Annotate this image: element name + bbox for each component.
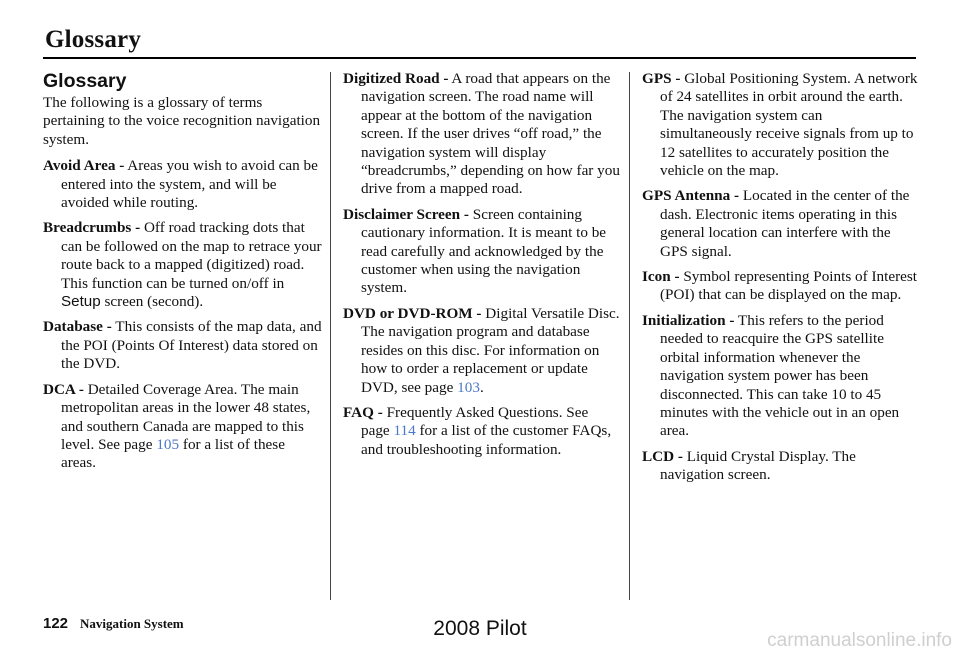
entry-definition: Located in the center of the dash. Electronic items operating in this general location can interfere with the GPS signal. [660,187,910,260]
entry-definition: Off road tracking dots that can be followed on the map to retrace your route back to a mapped (digitized) road. This function can be turned on/off in [61,219,322,292]
glossary-entry-faq [343,404,620,459]
entry-term: Disclaimer Screen - [343,205,469,223]
entry-term: DVD or DVD-ROM - [343,304,482,322]
column-divider-2 [629,72,630,600]
entry-definition: Areas you wish to avoid can be entered into the system, and will be avoided while routing. [61,157,318,212]
entry-definition: Liquid Crystal Display. The navigation screen. [660,447,856,484]
entry-term: DCA - [43,380,84,398]
entry-term: Breadcrumbs - [43,219,141,237]
entry-term: GPS - [642,70,681,87]
page-link-103[interactable]: 103 [457,378,480,396]
header-divider [43,57,916,59]
entry-definition: Symbol representing Points of Interest (POI) that can be displayed on the map. [660,268,918,304]
entry-term: Avoid Area - [43,157,125,175]
glossary-entry-dvd [343,305,620,397]
page-header-title: Glossary [45,26,142,53]
entry-term: FAQ - [343,403,383,421]
column-3 [642,70,918,492]
entry-definition: This consists of the map data, and the POI (Points Of Interest) data stored on the DVD. [61,318,322,373]
glossary-entry-breadcrumbs [43,219,323,311]
entry-definition-end: for a list of these areas. [61,435,285,472]
page-link-105[interactable]: 105 [156,435,180,453]
entry-definition: Global Positioning System. A network of 24 satellites in orbit around the earth. The navigation system can simultaneously receive signals from up to 12 satellites to accurately position the vehicle on the map. [660,70,918,180]
entry-definition: Screen containing cautionary information. It is meant to be read carefully and acknowledged by the customer when using the navigation system. [361,205,607,297]
column-1 [43,70,323,480]
entry-definition-end: . [479,378,484,396]
glossary-entry-gps [642,70,918,180]
footer-label: Navigation System [80,616,184,631]
site-watermark: carmanualsonline.info [767,630,952,651]
section-title: Glossary [43,70,127,92]
glossary-entry-dca [43,381,323,473]
glossary-entry-gps-antenna [642,187,918,261]
entry-definition: This refers to the period needed to reacquire the GPS satellite orbital information whenever the navigation system power has been disconnected. This can take 10 to 45 minutes with the vehicle out in an open area. [660,311,900,440]
glossary-entry-initialization [642,312,918,441]
entry-term: GPS Antenna - [642,187,740,205]
page-link-114[interactable]: 114 [393,422,416,440]
model-watermark: 2008 Pilot [433,617,527,640]
glossary-entry-disclaimer-screen [343,206,620,298]
entry-term: Icon - [642,268,680,286]
entry-term: Initialization - [642,311,735,329]
glossary-entry-icon [642,268,918,305]
glossary-entry-digitized-road [343,70,620,199]
entry-definition: Frequently Asked Questions. See page [361,403,589,440]
glossary-entry-database [43,318,323,373]
section-intro: The following is a glossary of terms pertaining to the voice recognition navigation system. [43,94,321,148]
entry-definition: Detailed Coverage Area. The main metropolitan areas in the lower 48 states, and southern Canada are mapped to this level. See page [61,380,311,453]
column-2 [343,70,620,466]
column-divider-1 [330,72,331,600]
entry-definition: A road that appears on the navigation screen. The road name will appear at the bottom of the navigation screen. If the user drives “off road,” the navigation system will display “breadcrumbs,” depending on how far you drive from a mapped road. [361,70,620,198]
entry-term: LCD - [642,447,683,465]
entry-term: Digitized Road - [343,70,449,87]
entry-term: Database - [43,318,112,336]
entry-definition: Digital Versatile Disc. The navigation program and database resides on this disc. For information on how to order a replacement or update DVD, see page [361,304,620,396]
page-number: 122 [43,615,69,632]
setup-label: Setup [61,293,101,311]
glossary-entry-avoid-area [43,157,323,212]
entry-definition-end: for a list of the customer FAQs, and troubleshooting information. [361,422,612,458]
entry-definition-end: screen (second). [100,293,204,311]
glossary-entry-lcd [642,448,918,485]
